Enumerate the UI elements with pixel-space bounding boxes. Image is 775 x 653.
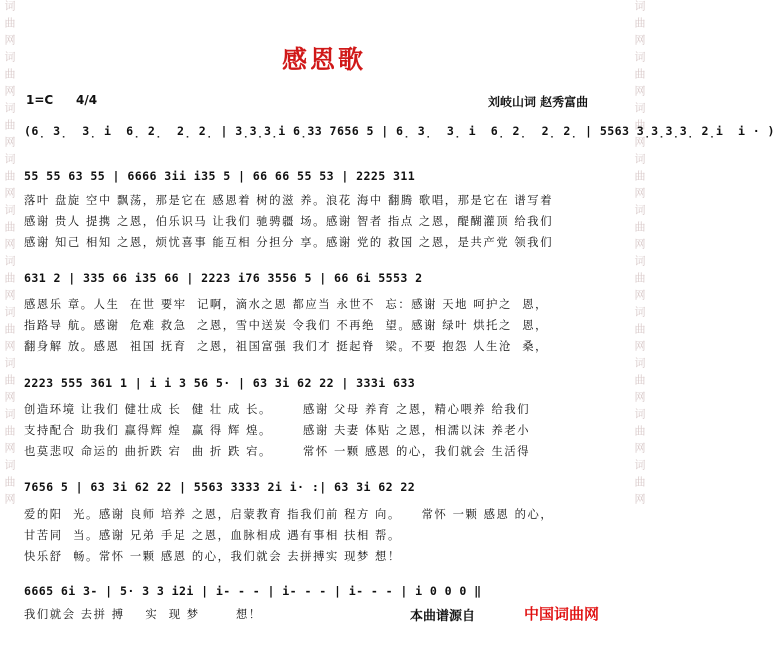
- watermark-right: 词曲网词曲网词曲网词曲网词曲网词曲网词曲网词曲网词曲网词曲网: [633, 0, 646, 510]
- system-3-lyric-1: 创造环境 让我们 健壮成 长 健 壮 成 长。 感谢 父母 养育 之恩，精心喂养 给我们: [24, 403, 531, 416]
- system-1-lyric-1: 落叶 盘旋 空中 飘荡，那是它在 感恩着 树的滋 养。浪花 海中 翻腾 歌唱，那是它在 谱写着: [24, 194, 554, 207]
- system-4-notes: 7656 5 | 63 3i 62 22 | 5563 3333 2i i· :| 63 3i 62 22: [24, 480, 416, 494]
- system-2-lyric-3: 翻身解 放。感恩 祖国 抚育 之恩，祖国富强 我们才 挺起脊 梁。不要 抱怨 人生沧 桑，: [24, 340, 549, 353]
- system-2-notes: 631 2 | 335 66 i35 66 | 2223 i76 3556 5 | 66 6i 5553 2: [24, 271, 423, 285]
- time-signature: 4/4: [76, 93, 98, 107]
- system-5-lyric-1: 我们就会 去拼 搏 实 现 梦 想！: [24, 608, 262, 621]
- song-title: 感恩歌: [281, 45, 366, 74]
- system-4-lyric-3: 快乐舒 畅。常怀 一颗 感恩 的心，我们就会 去拼搏实 现梦 想！: [24, 550, 401, 563]
- system-2-lyric-1: 感恩乐 章。人生 在世 要牢 记啊，滴水之恩 都应当 永世不 忘：感谢 天地 呵护之 恩，: [24, 298, 549, 311]
- intro-notes: (6̣ 3̣ 3̣ i 6̣ 2̣ 2̣ 2̣ | 3̣3̣3̣i 6̣33 7656 5 | 6̣ 3̣ 3̣ i 6̣ 2̣ 2̣ 2̣ | 5563 3̣3̣3̣3̣ 2̣i i · ): [24, 124, 775, 138]
- credits: 刘岐山词 赵秀富曲: [488, 95, 589, 109]
- system-1-lyric-2: 感谢 贵人 提携 之恩，伯乐识马 让我们 驰骋疆 场。感谢 智者 指点 之恩，醍醐灌顶 给我们: [24, 215, 554, 228]
- system-3-lyric-2: 支持配合 助我们 赢得辉 煌 赢 得 辉 煌。 感谢 夫妻 体贴 之恩，相濡以沫 养老小: [24, 424, 531, 437]
- system-4-lyric-2: 甘苦同 当。感谢 兄弟 手足 之恩，血脉相成 遇有事相 扶相 帮。: [24, 529, 401, 542]
- system-3-notes: 2223 555 361 1 | i i 3 56 5· | 63 3i 62 22 | 333i 633: [24, 376, 416, 390]
- system-4-lyric-1: 爱的阳 光。感谢 良师 培养 之恩，启蒙教育 指我们前 程方 向。 常怀 一颗 感恩 的心，: [24, 508, 554, 521]
- watermark-left: 词曲网词曲网词曲网词曲网词曲网词曲网词曲网词曲网词曲网词曲网: [3, 0, 16, 510]
- system-5-notes: 6665 6i 3- | 5· 3 3 i2i | i- - - | i- - - | i- - - | i 0 0 0 ‖: [24, 584, 482, 598]
- system-3-lyric-3: 也莫悲叹 命运的 曲折跌 宕 曲 折 跌 宕。 常怀 一颗 感恩 的心，我们就会 生活得: [24, 445, 531, 458]
- system-2-lyric-2: 指路导 航。感谢 危难 救急 之恩，雪中送炭 令我们 不再绝 望。感谢 绿叶 烘托之 恩，: [24, 319, 549, 332]
- system-1-notes: 55 55 63 55 | 6666 3ii i35 5 | 66 66 55 53 | 2225 311: [24, 169, 416, 183]
- source-site[interactable]: 中国词曲网: [524, 605, 600, 623]
- key-signature: 1=C: [26, 93, 54, 107]
- source-label: 本曲谱源自: [410, 609, 476, 624]
- system-1-lyric-3: 感谢 知己 相知 之恩，烦忧喜事 能互相 分担分 享。感谢 党的 救国 之恩，是共产党 领我们: [24, 236, 554, 249]
